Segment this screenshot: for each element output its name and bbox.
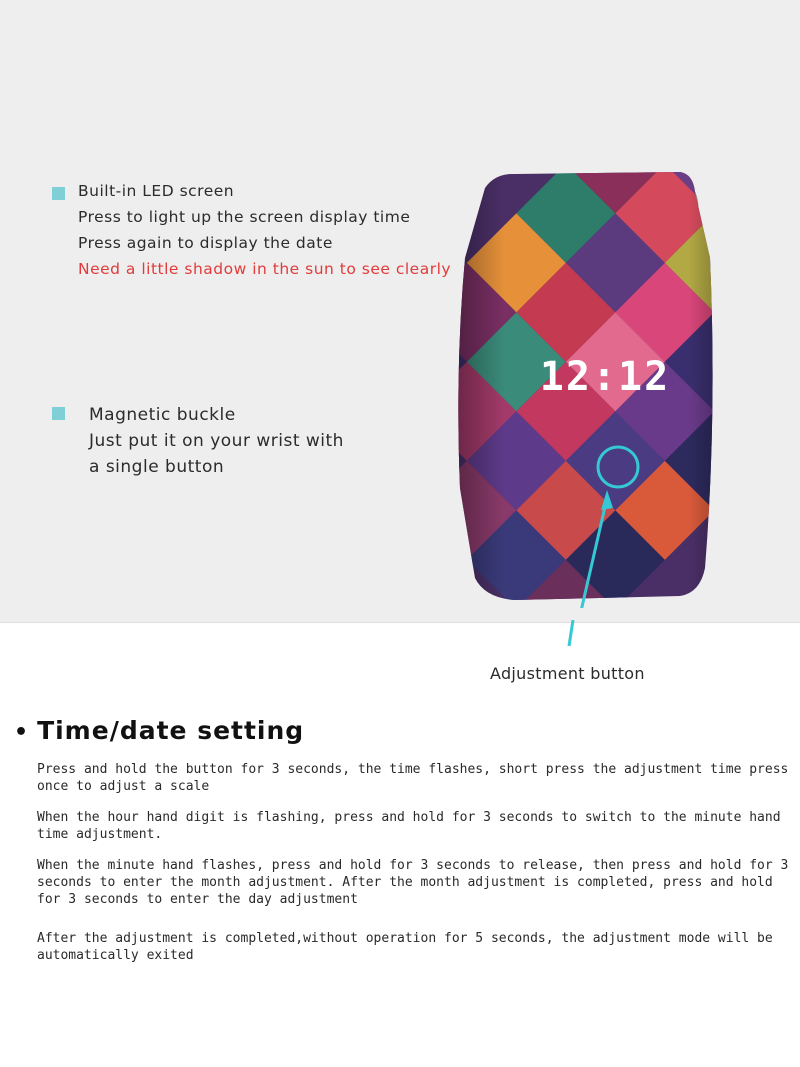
section-divider xyxy=(0,622,800,623)
buckle-feature-title: Magnetic buckle xyxy=(89,405,236,425)
instruction-paragraph: After the adjustment is completed,without operation for 5 seconds, the adjustment mode will be automatically exited xyxy=(37,931,773,963)
buckle-feature-line-2: a single button xyxy=(89,457,225,477)
led-time-display: 12:12 xyxy=(539,354,671,400)
feature-bullet-icon xyxy=(52,187,65,200)
feature-bullet-icon xyxy=(52,407,65,420)
callout-arrow-tail xyxy=(565,620,585,650)
section-heading xyxy=(14,716,304,745)
instruction-paragraph: When the minute hand flashes, press and hold for 3 seconds to release, then press and hold for 3 seconds to enter the month adjustment. After the month adjustment is completed, press and hold for 3 seconds to enter the day adjustment xyxy=(37,858,789,907)
heading-bullet: • xyxy=(14,720,30,745)
led-feature-title: Built-in LED screen xyxy=(78,182,235,200)
led-feature-warning: Need a little shadow in the sun to see clearly xyxy=(78,260,452,278)
section-title: Time/date setting xyxy=(37,716,305,745)
adjustment-button-label: Adjustment button xyxy=(490,664,645,683)
led-feature-line-2: Press again to display the date xyxy=(78,234,333,252)
paper-watch-image xyxy=(455,168,730,608)
instruction-paragraph: When the hour hand digit is flashing, press and hold for 3 seconds to switch to the minute hand time adjustment. xyxy=(37,810,781,842)
instruction-paragraph: Press and hold the button for 3 seconds, the time flashes, short press the adjustment time press once to adjust a scale xyxy=(37,762,789,794)
led-feature-line-1: Press to light up the screen display time xyxy=(78,208,411,226)
buckle-feature-line-1: Just put it on your wrist with xyxy=(89,431,344,451)
